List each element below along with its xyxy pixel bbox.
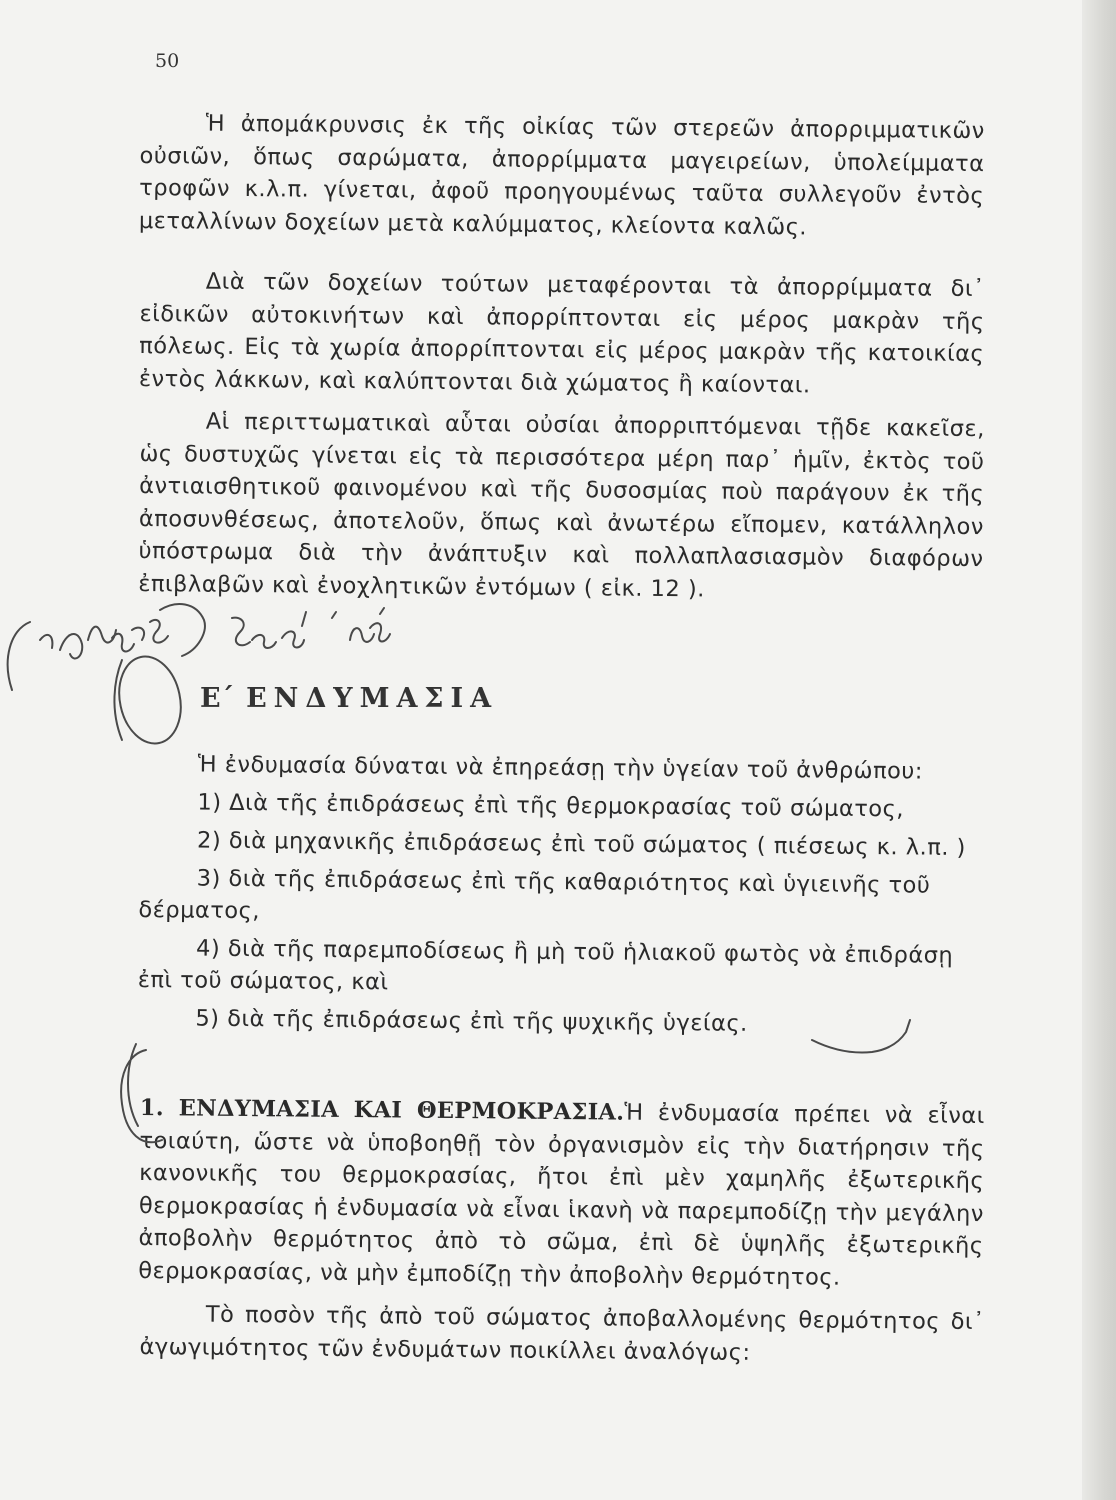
check-mark	[812, 1020, 910, 1053]
subsection-heading: 1. ΕΝΔΥΜΑΣΙΑ ΚΑΙ ΘΕΡΜΟΚΡΑΣΙΑ.	[139, 1094, 625, 1126]
list-item: 5) διὰ τῆς ἐπιδράσεως ἐπὶ τῆς ψυχικῆς ὑγείας.	[195, 1005, 748, 1037]
list-item: 3) διὰ τῆς ἐπιδράσεως ἐπὶ τῆς καθαριότητος καὶ ὑγιεινῆς τοῦ δέρματος,	[138, 865, 931, 925]
subsection-body: Ἡ ἐνδυμασία πρέπει νὰ εἶναι τοιαύτη, ὥστε νὰ ὑποβοηθῇ τὸν ὀργανισμὸν εἰς τὴν διατήρησιν τῆς κανονικῆς του θερμοκρασίας, ἤτοι ἐπὶ μὲν χαμηλῆς ἐξωτερικῆς θερμοκρασίας ἡ ἐνδυμασία νὰ εἶναι ἱκανὴ νὰ παρεμποδίζῃ τὴν μεγάλην ἀποβολὴν θερμότητος ἀπὸ τὸ σῶμα, ἐπὶ δὲ ὑψηλῆς ἐξωτερικῆς θερμοκρασίας, νὰ μὴν ἐμποδίζῃ τὴν ἀποβολὴν θερμότητος.	[138, 1099, 985, 1291]
list-intro: Ἡ ἐνδυμασία δύναται νὰ ἐπηρεάσῃ τὴν ὑγείαν τοῦ ἀνθρώπου:	[197, 751, 924, 785]
section-number: Ε΄	[200, 683, 235, 714]
paragraph-insects: Αἱ περιττωματικαὶ αὗται οὐσίαι ἀπορριπτόμεναι τῇδε κακεῖσε, ὡς δυστυχῶς γίνεται εἰς τὰ περισσότερα μέρη παρ᾿ ἡμῖν, ἐκτὸς τοῦ ἀντιαισθητικοῦ φαινομένου καὶ τῆς δυσοσμίας ποὺ παράγουν ἐκ τῆς ἀποσυνθέσεως, ἀποτελοῦν, ὅπως καὶ ἀνωτέρω εἴπομεν, κατάλληλον ὑπόστρωμα διὰ τὴν ἀνάπτυξιν καὶ πολλαπλασιασμὸν διαφόρων ἐπιβλαβῶν καὶ ἐνοχλητικῶν ἐντόμων ( εἰκ. 12 ).	[138, 408, 985, 602]
section-title: ΕΝΔΥΜΑΣΙΑ	[246, 683, 499, 714]
subsection-number-circle	[121, 1044, 162, 1142]
margin-handwriting	[8, 604, 205, 690]
list-item: 2) διὰ μηχανικῆς ἐπιδράσεως ἐπὶ τοῦ σώματος ( πιέσεως κ. λ.π. )	[196, 827, 967, 861]
list-item: 1) Διὰ τῆς ἐπιδράσεως ἐπὶ τῆς θερμοκρασίας τοῦ σώματος,	[197, 789, 905, 823]
section-number-circle	[112, 651, 189, 750]
list-item: 4) διὰ τῆς παρεμποδίσεως ἢ μὴ τοῦ ἡλιακοῦ φωτὸς νὰ ἐπιδράσῃ ἐπὶ τοῦ σώματος, καὶ	[137, 935, 954, 996]
paragraph-waste-removal: Ἡ ἀπομάκρυνσις ἐκ τῆς οἰκίας τῶν στερεῶν ἀπορριμματικῶν οὐσιῶν, ὅπως σαρώματα, ἀπορρίμματα μαγειρείων, ὑπολείμματα τροφῶν κ.λ.π. γίνεται, ἀφοῦ προηγουμένως ταῦτα συλλεγοῦν ἐντὸς μεταλλίνων δοχείων μετὰ καλύμματος, κλείοντα καλῶς.	[138, 110, 985, 240]
page-number: 50	[155, 50, 180, 72]
paragraph-conductivity: Τὸ ποσὸν τῆς ἀπὸ τοῦ σώματος ἀποβαλλομένης θερμότητος δι᾿ ἀγωγιμότητος τῶν ἐνδυμάτων ποικίλλει ἀναλόγως:	[139, 1301, 985, 1366]
margin-handwriting-2	[232, 608, 390, 648]
paragraph-transport: Διὰ τῶν δοχείων τούτων μεταφέρονται τὰ ἀπορρίμματα δι᾿ εἰδικῶν αὐτοκινήτων καὶ ἀπορρίπτονται εἰς μέρος μακρὰν τῆς πόλεως. Εἰς τὰ χωρία ἀπορρίπτονται εἰς μέρος μακρὰν τῆς κατοικίας ἐντὸς λάκκων, καὶ καλύπτονται διὰ χώματος ἢ καίονται.	[138, 268, 985, 398]
